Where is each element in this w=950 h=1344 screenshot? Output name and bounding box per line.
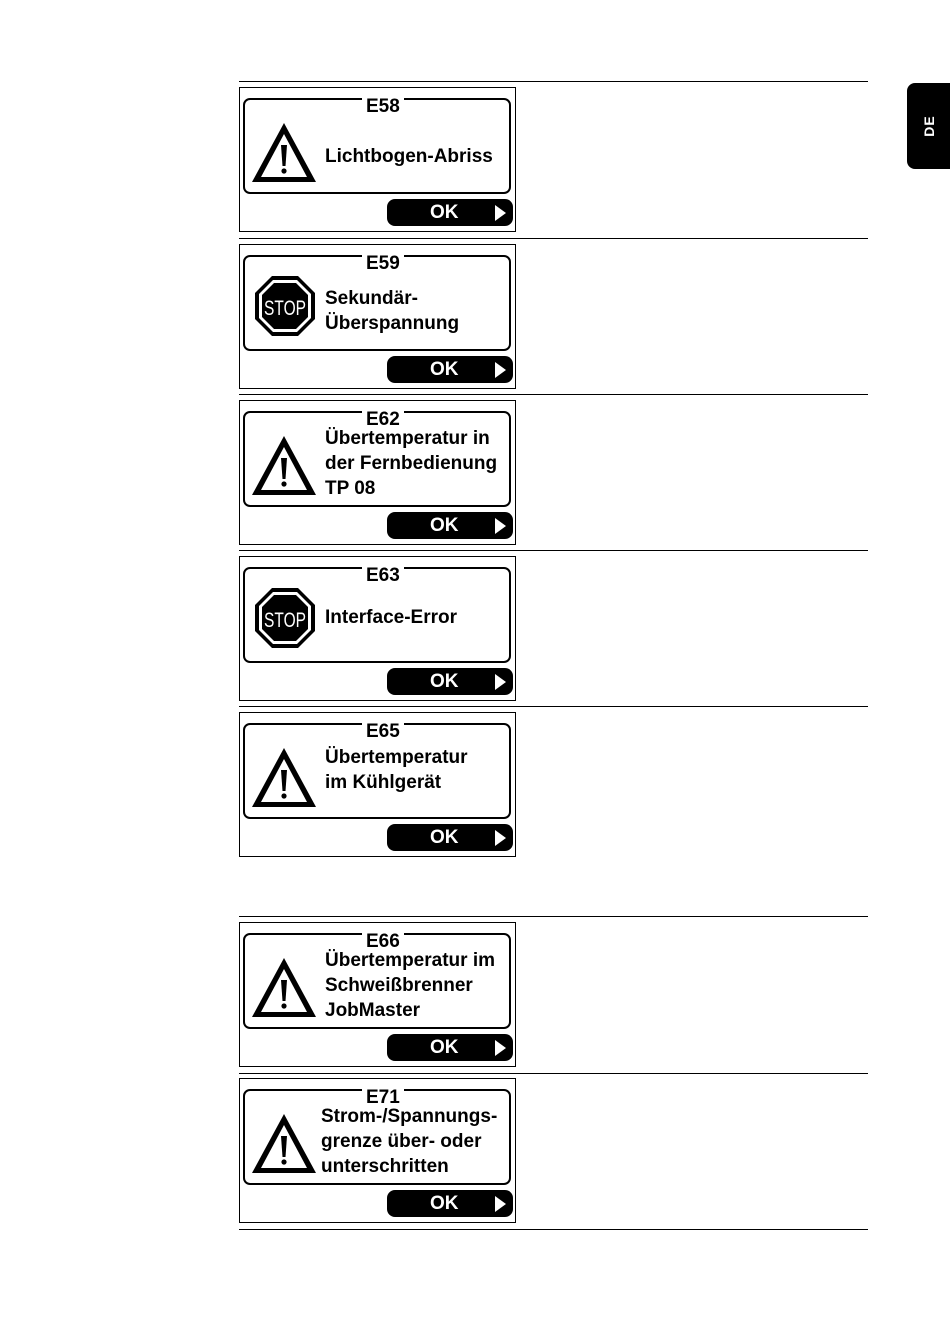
ok-label: OK (430, 1193, 459, 1214)
error-screen-e63 (239, 556, 516, 701)
message-frame (243, 255, 511, 351)
divider (239, 916, 868, 917)
arrow-right-icon (495, 518, 506, 534)
error-screen-e66 (239, 922, 516, 1067)
arrow-right-icon (495, 830, 506, 846)
divider (239, 1073, 868, 1074)
error-code: E58 (362, 97, 404, 117)
error-code: E71 (362, 1088, 404, 1108)
arrow-right-icon (495, 1040, 506, 1056)
ok-label: OK (430, 202, 459, 223)
language-tab-label: DE (920, 115, 937, 137)
error-code: E59 (362, 254, 404, 274)
ok-button[interactable] (387, 512, 513, 539)
divider (239, 1229, 868, 1230)
error-message: Lichtbogen-Abriss (325, 146, 493, 167)
message-frame (243, 1089, 511, 1185)
warning-icon (249, 745, 319, 811)
ok-label: OK (430, 359, 459, 380)
error-screen-e62 (239, 400, 516, 545)
warning-icon (249, 955, 319, 1021)
ok-button[interactable] (387, 824, 513, 851)
ok-label: OK (430, 827, 459, 848)
error-message: Sekundär- Überspannung (325, 288, 460, 334)
error-message: Übertemperatur im Schweißbrenner JobMaster (325, 950, 495, 1021)
error-screen-e71 (239, 1078, 516, 1223)
error-screen-e65 (239, 712, 516, 857)
error-message: Strom-/Spannungs- grenze über- oder unterschritten (321, 1106, 498, 1177)
arrow-right-icon (495, 674, 506, 690)
message-frame (243, 98, 511, 194)
divider (239, 81, 868, 82)
ok-button[interactable] (387, 668, 513, 695)
ok-button[interactable] (387, 356, 513, 383)
error-code: E65 (362, 722, 404, 742)
error-code: E63 (362, 566, 404, 586)
stop-icon (254, 275, 316, 337)
error-message: Übertemperatur im Kühlgerät (325, 747, 468, 793)
error-screen-e58 (239, 87, 516, 232)
stop-icon (254, 587, 316, 649)
message-frame (243, 933, 511, 1029)
divider (239, 394, 868, 395)
stop-label: STOP (264, 609, 306, 632)
arrow-right-icon (495, 205, 506, 221)
message-frame (243, 723, 511, 819)
divider (239, 706, 868, 707)
arrow-right-icon (495, 362, 506, 378)
message-frame (243, 567, 511, 663)
ok-label: OK (430, 1037, 459, 1058)
message-frame (243, 411, 511, 507)
divider (239, 238, 868, 239)
arrow-right-icon (495, 1196, 506, 1212)
warning-icon (249, 433, 319, 499)
ok-label: OK (430, 671, 459, 692)
ok-button[interactable] (387, 1190, 513, 1217)
divider (239, 550, 868, 551)
warning-icon (249, 120, 319, 186)
ok-label: OK (430, 515, 459, 536)
error-code: E66 (362, 932, 404, 952)
error-code: E62 (362, 410, 404, 430)
error-message: Übertemperatur in der Fernbedienung TP 08 (325, 428, 498, 499)
stop-label: STOP (264, 297, 306, 320)
warning-icon (249, 1111, 319, 1177)
ok-button[interactable] (387, 199, 513, 226)
ok-button[interactable] (387, 1034, 513, 1061)
language-tab (907, 83, 950, 169)
error-screen-e59 (239, 244, 516, 389)
error-message: Interface-Error (325, 607, 457, 628)
